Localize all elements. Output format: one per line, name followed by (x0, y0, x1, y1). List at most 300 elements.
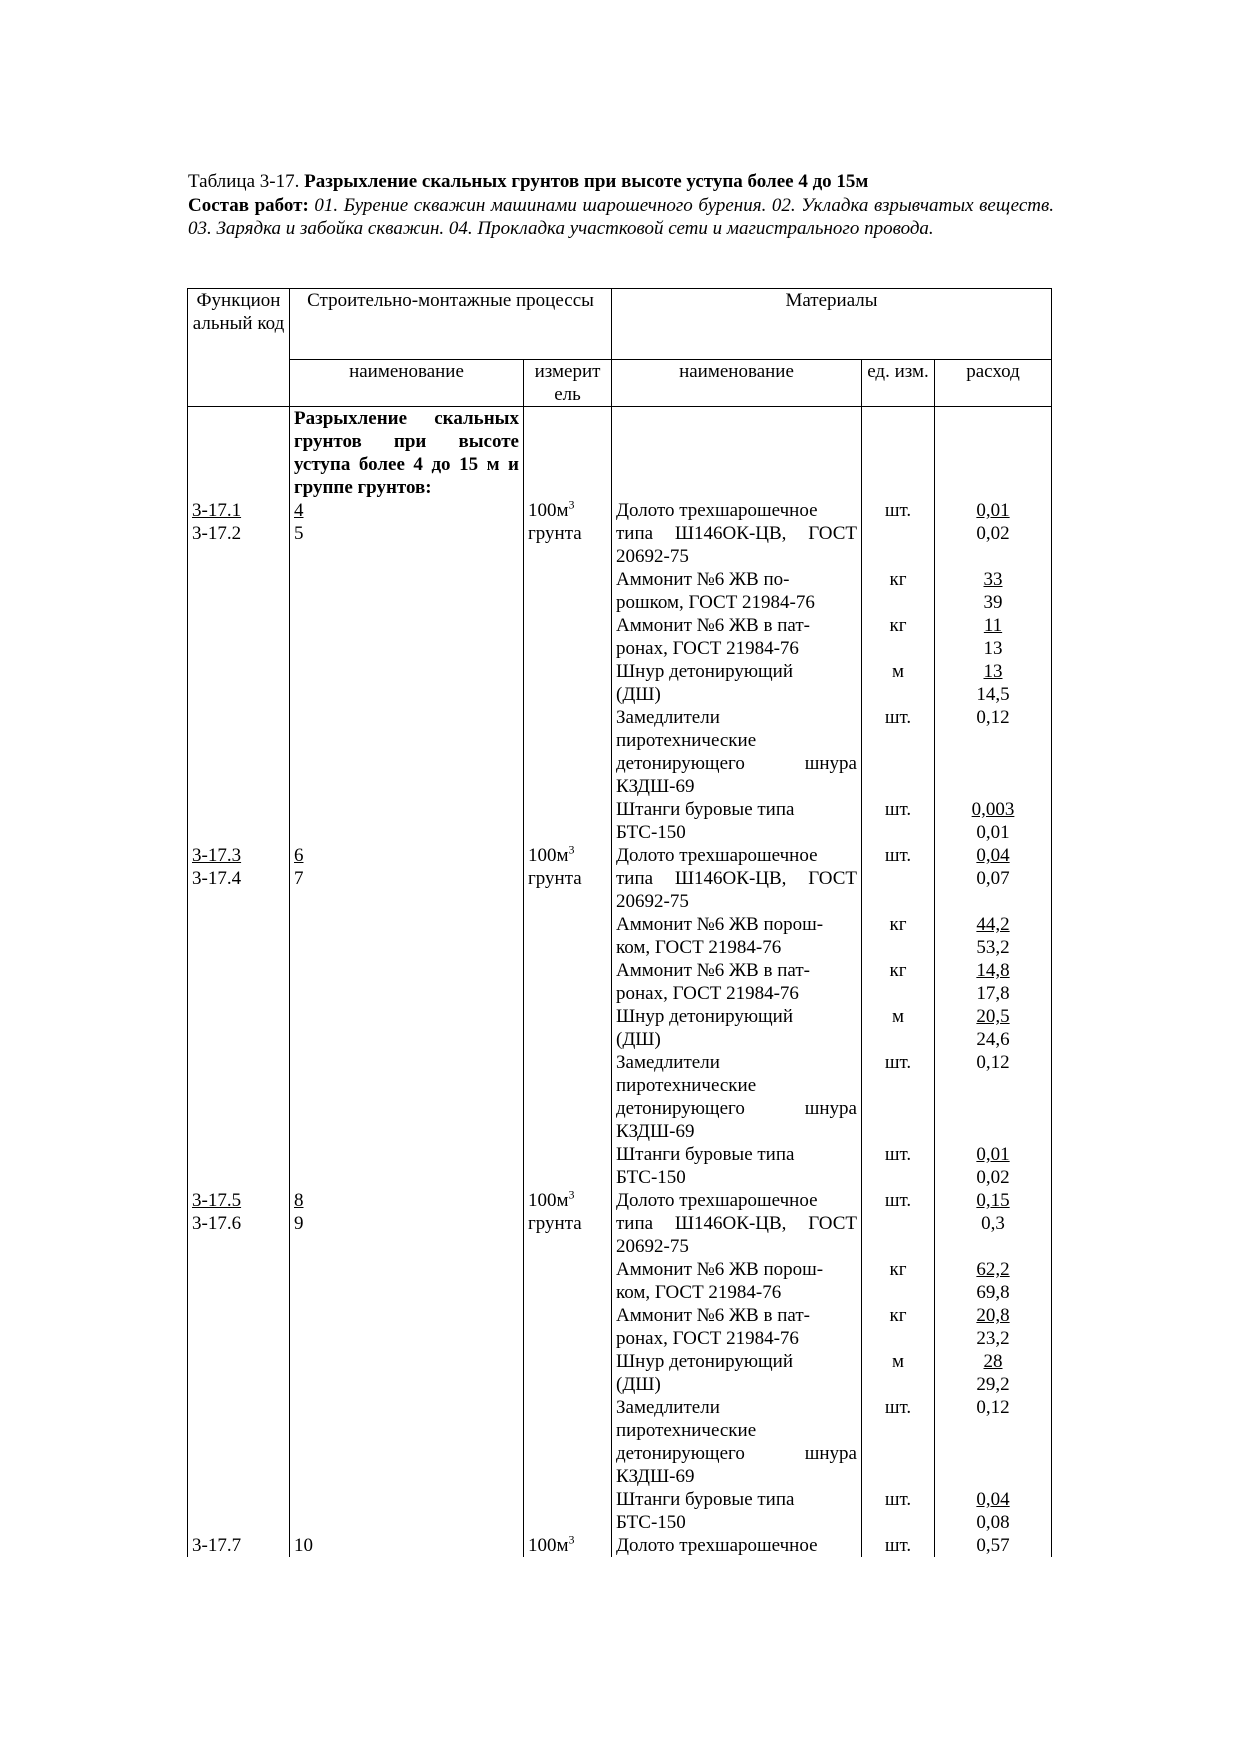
spacer (192, 1235, 285, 1258)
material-name-line: Аммонит №6 ЖВ в пат- (616, 960, 810, 981)
spacer (939, 1442, 1047, 1465)
unit-text: 100м (528, 1535, 569, 1556)
spacer (294, 913, 519, 936)
column-material-name (612, 407, 862, 1558)
material-name-line: 20692-75 (616, 546, 689, 567)
spacer (294, 1005, 519, 1028)
spacer (528, 1396, 607, 1419)
material-name-line: БТС-150 (616, 1167, 686, 1188)
spacer (294, 1488, 519, 1511)
material-unit: кг (889, 1259, 907, 1280)
spacer (528, 568, 607, 591)
spacer (528, 775, 607, 798)
work-composition (188, 194, 1054, 241)
spacer (192, 1465, 285, 1488)
material-name-line: Долото трехшарошечное (616, 1535, 818, 1556)
spacer (939, 1235, 1047, 1258)
spacer (939, 729, 1047, 752)
spacer (294, 1327, 519, 1350)
spacer (294, 1235, 519, 1258)
spacer (192, 798, 285, 821)
spacer (192, 706, 285, 729)
spacer (294, 1097, 519, 1120)
func-code: 3-17.4 (192, 868, 242, 889)
spacer (866, 1074, 930, 1097)
consumption-value: 0,08 (976, 1512, 1010, 1533)
spacer (866, 1373, 930, 1396)
material-name-line: Штанги буровые типа (616, 1144, 795, 1165)
material-name-line: Штанги буровые типа (616, 799, 795, 820)
spacer (528, 1442, 607, 1465)
consumption-value: 0,003 (971, 799, 1015, 820)
material-name-line: Замедлители (616, 707, 720, 728)
spacer (528, 1373, 607, 1396)
spacer (192, 1097, 285, 1120)
spacer (192, 1304, 285, 1327)
spacer (866, 522, 930, 545)
spacer (528, 1419, 607, 1442)
spacer (294, 637, 519, 660)
material-name-line: пиротехнические (616, 1075, 757, 1096)
spacer (616, 407, 857, 499)
consumption-value: 69,8 (976, 1282, 1010, 1303)
spacer (528, 752, 607, 775)
consumption-value: 29,2 (976, 1374, 1010, 1395)
spacer (866, 591, 930, 614)
spacer (939, 545, 1047, 568)
composition-text: 01. Бурение скважин машинами шарошечного бурения. 02. Укладка взрывчатых веществ. 03. Зарядка и забойка скважин. 04. Прокладка участковой сети и магистрального провода. (188, 194, 1054, 239)
process-unit-suffix: грунта (528, 523, 582, 544)
spacer (294, 982, 519, 1005)
consumption-value: 24,6 (976, 1029, 1010, 1050)
spacer (192, 1143, 285, 1166)
consumption-value: 0,02 (976, 523, 1010, 544)
soil-group: 10 (294, 1535, 313, 1556)
spacer (939, 1465, 1047, 1488)
spacer (866, 752, 930, 775)
spacer (294, 1120, 519, 1143)
process-unit (528, 499, 607, 522)
spacer (294, 1373, 519, 1396)
spacer (294, 591, 519, 614)
materials-table (187, 288, 1052, 1557)
material-unit: кг (889, 615, 907, 636)
consumption-value: 44,2 (976, 914, 1010, 935)
material-name-line: ронах, ГОСТ 21984-76 (616, 1328, 799, 1349)
spacer (866, 1327, 930, 1350)
spacer (866, 407, 930, 499)
unit-superscript: 3 (568, 1532, 575, 1547)
column-process-unit (524, 407, 612, 1558)
spacer (192, 637, 285, 660)
spacer (866, 1212, 930, 1235)
material-name-line: Шнур детонирующий (616, 661, 793, 682)
spacer (294, 775, 519, 798)
spacer (939, 1419, 1047, 1442)
spacer (528, 913, 607, 936)
material-name-line: ронах, ГОСТ 21984-76 (616, 983, 799, 1004)
spacer (192, 1419, 285, 1442)
spacer (528, 1051, 607, 1074)
spacer (528, 1281, 607, 1304)
process-unit-suffix: грунта (528, 868, 582, 889)
spacer (294, 729, 519, 752)
spacer (294, 752, 519, 775)
spacer (528, 1005, 607, 1028)
spacer (528, 1166, 607, 1189)
spacer (192, 821, 285, 844)
material-name-line: ком, ГОСТ 21984-76 (616, 1282, 782, 1303)
spacer (528, 959, 607, 982)
spacer (866, 1235, 930, 1258)
material-name-line: детонирующего шнура (616, 1443, 857, 1464)
table-caption (188, 170, 1054, 194)
spacer (192, 407, 285, 499)
material-name-line: Штанги буровые типа (616, 1489, 795, 1510)
material-name-line: пиротехнические (616, 1420, 757, 1441)
spacer (528, 1028, 607, 1051)
spacer (192, 660, 285, 683)
spacer (294, 890, 519, 913)
material-name-line: Долото трехшарошечное (616, 845, 818, 866)
material-name-line: ком, ГОСТ 21984-76 (616, 937, 782, 958)
unit-superscript: 3 (568, 842, 575, 857)
material-name-line: БТС-150 (616, 1512, 686, 1533)
material-name-line: детонирующего шнура (616, 753, 857, 774)
spacer (192, 1511, 285, 1534)
material-unit: кг (889, 1305, 907, 1326)
material-name-line: Долото трехшарошечное (616, 1190, 818, 1211)
spacer (192, 1005, 285, 1028)
material-name-line: ронах, ГОСТ 21984-76 (616, 638, 799, 659)
material-name-line: Аммонит №6 ЖВ по- (616, 569, 790, 590)
material-name-line: Аммонит №6 ЖВ в пат- (616, 615, 810, 636)
spacer (528, 637, 607, 660)
func-code: 3-17.2 (192, 523, 242, 544)
spacer (528, 1143, 607, 1166)
consumption-value: 0,3 (981, 1213, 1005, 1234)
spacer (294, 1074, 519, 1097)
spacer (866, 1281, 930, 1304)
unit-text: 100м (528, 845, 569, 866)
caption-title: Разрыхление скальных грунтов при высоте уступа более 4 до 15м (304, 171, 869, 192)
material-unit: шт. (884, 799, 912, 820)
spacer (528, 1304, 607, 1327)
material-unit: кг (889, 914, 907, 935)
func-code: 3-17.6 (192, 1213, 242, 1234)
header-mat-consumption: расход (935, 360, 1052, 407)
consumption-value: 23,2 (976, 1328, 1010, 1349)
material-name-line: 20692-75 (616, 891, 689, 912)
spacer (294, 1166, 519, 1189)
material-unit: м (891, 661, 905, 682)
spacer (192, 1373, 285, 1396)
spacer (294, 1051, 519, 1074)
spacer (866, 1097, 930, 1120)
spacer (939, 775, 1047, 798)
material-name-line: Аммонит №6 ЖВ порош- (616, 1259, 824, 1280)
spacer (528, 982, 607, 1005)
spacer (528, 1097, 607, 1120)
process-unit-suffix: грунта (528, 1213, 582, 1234)
spacer (939, 407, 1047, 499)
spacer (294, 706, 519, 729)
spacer (192, 1281, 285, 1304)
header-func-code: Функцион альный код (188, 289, 290, 407)
spacer (192, 913, 285, 936)
spacer (192, 982, 285, 1005)
spacer (294, 683, 519, 706)
spacer (294, 660, 519, 683)
spacer (939, 890, 1047, 913)
material-name-line: КЗДШ-69 (616, 1121, 695, 1142)
consumption-value: 33 (983, 569, 1003, 590)
spacer (866, 982, 930, 1005)
document-header (188, 170, 1054, 241)
material-unit: кг (889, 569, 907, 590)
material-name-line: рошком, ГОСТ 21984-76 (616, 592, 815, 613)
spacer (294, 614, 519, 637)
spacer (294, 1511, 519, 1534)
func-code: 3-17.7 (192, 1535, 242, 1556)
spacer (528, 1465, 607, 1488)
unit-superscript: 3 (568, 497, 575, 512)
material-name-line: КЗДШ-69 (616, 1466, 695, 1487)
spacer (192, 775, 285, 798)
consumption-value: 62,2 (976, 1259, 1010, 1280)
material-name-line: пиротехнические (616, 730, 757, 751)
section-title: Разрыхление скальных грунтов при высоте уступа более 4 до 15 м и группе грунтов: (294, 408, 519, 498)
spacer (939, 1120, 1047, 1143)
spacer (528, 1327, 607, 1350)
material-name-line: (ДШ) (616, 684, 661, 705)
spacer (528, 821, 607, 844)
material-name-line: типа Ш146ОК-ЦВ, ГОСТ (616, 523, 857, 544)
material-unit: шт. (884, 1052, 912, 1073)
spacer (528, 407, 607, 499)
spacer (528, 729, 607, 752)
spacer (528, 1120, 607, 1143)
consumption-value: 0,07 (976, 868, 1010, 889)
header-mat-unit: ед. изм. (862, 360, 935, 407)
spacer (939, 752, 1047, 775)
spacer (192, 614, 285, 637)
consumption-value: 0,12 (976, 1052, 1010, 1073)
spacer (528, 1235, 607, 1258)
spacer (528, 614, 607, 637)
spacer (866, 775, 930, 798)
material-unit: шт. (884, 1489, 912, 1510)
material-name-line: БТС-150 (616, 822, 686, 843)
material-name-line: Шнур детонирующий (616, 1351, 793, 1372)
consumption-value: 0,12 (976, 707, 1010, 728)
spacer (294, 936, 519, 959)
spacer (294, 1028, 519, 1051)
spacer (192, 936, 285, 959)
spacer (528, 890, 607, 913)
spacer (866, 1028, 930, 1051)
spacer (866, 936, 930, 959)
material-name-line: КЗДШ-69 (616, 776, 695, 797)
spacer (192, 1028, 285, 1051)
spacer (528, 798, 607, 821)
spacer (528, 1488, 607, 1511)
spacer (294, 821, 519, 844)
consumption-value: 11 (983, 615, 1003, 636)
consumption-value: 0,04 (976, 845, 1010, 866)
spacer (866, 1511, 930, 1534)
spacer (294, 1396, 519, 1419)
soil-group: 9 (294, 1213, 304, 1234)
spacer (528, 706, 607, 729)
spacer (294, 1143, 519, 1166)
material-unit: м (891, 1006, 905, 1027)
spacer (192, 1327, 285, 1350)
spacer (294, 1350, 519, 1373)
header-mat-name: наименование (612, 360, 862, 407)
spacer (192, 729, 285, 752)
soil-group: 8 (294, 1190, 304, 1211)
consumption-value: 0,15 (976, 1190, 1010, 1211)
spacer (866, 821, 930, 844)
unit-superscript: 3 (568, 1187, 575, 1202)
material-unit: м (891, 1351, 905, 1372)
spacer (192, 545, 285, 568)
consumption-value: 13 (983, 661, 1003, 682)
spacer (192, 890, 285, 913)
material-name-line: типа Ш146ОК-ЦВ, ГОСТ (616, 868, 857, 889)
func-code: 3-17.1 (192, 500, 242, 521)
consumption-value: 20,5 (976, 1006, 1010, 1027)
soil-group: 4 (294, 500, 304, 521)
spacer (192, 1350, 285, 1373)
spacer (528, 683, 607, 706)
func-code: 3-17.3 (192, 845, 242, 866)
consumption-value: 17,8 (976, 983, 1010, 1004)
spacer (192, 1396, 285, 1419)
material-name-line: Аммонит №6 ЖВ порош- (616, 914, 824, 935)
header-proc-unit: измерит ель (524, 360, 612, 407)
material-name-line: Замедлители (616, 1397, 720, 1418)
material-unit: шт. (884, 707, 912, 728)
spacer (866, 683, 930, 706)
process-unit (528, 1189, 607, 1212)
material-name-line: (ДШ) (616, 1374, 661, 1395)
soil-group: 6 (294, 845, 304, 866)
material-name-line: типа Ш146ОК-ЦВ, ГОСТ (616, 1213, 857, 1234)
spacer (939, 1074, 1047, 1097)
spacer (866, 1442, 930, 1465)
material-name-line: Долото трехшарошечное (616, 500, 818, 521)
consumption-value: 0,02 (976, 1167, 1010, 1188)
spacer (528, 660, 607, 683)
caption-prefix: Таблица 3-17. (188, 171, 300, 192)
spacer (294, 1419, 519, 1442)
spacer (528, 1258, 607, 1281)
column-consumption (935, 407, 1052, 1558)
material-unit: шт. (884, 1535, 912, 1556)
consumption-value: 20,8 (976, 1305, 1010, 1326)
material-name-line: Шнур детонирующий (616, 1006, 793, 1027)
spacer (192, 1442, 285, 1465)
spacer (866, 1120, 930, 1143)
consumption-value: 28 (983, 1351, 1003, 1372)
consumption-value: 53,2 (976, 937, 1010, 958)
spacer (528, 1350, 607, 1373)
material-name-line: Замедлители (616, 1052, 720, 1073)
material-unit: шт. (884, 1397, 912, 1418)
material-name-line: 20692-75 (616, 1236, 689, 1257)
spacer (866, 637, 930, 660)
spacer (866, 890, 930, 913)
process-unit (528, 844, 607, 867)
spacer (528, 1511, 607, 1534)
material-unit: шт. (884, 1144, 912, 1165)
spacer (294, 1258, 519, 1281)
unit-text: 100м (528, 1190, 569, 1211)
consumption-value: 0,12 (976, 1397, 1010, 1418)
spacer (192, 959, 285, 982)
spacer (294, 1442, 519, 1465)
spacer (192, 591, 285, 614)
process-unit (528, 1534, 607, 1557)
material-unit: шт. (884, 1190, 912, 1211)
header-processes: Строительно-монтажные процессы (290, 289, 612, 360)
spacer (294, 1304, 519, 1327)
func-code: 3-17.5 (192, 1190, 242, 1211)
column-func-code (188, 407, 290, 1558)
consumption-value: 14,5 (976, 684, 1010, 705)
spacer (866, 1166, 930, 1189)
header-proc-name: наименование (290, 360, 524, 407)
spacer (192, 1074, 285, 1097)
spacer (192, 1051, 285, 1074)
consumption-value: 0,04 (976, 1489, 1010, 1510)
spacer (939, 1097, 1047, 1120)
unit-text: 100м (528, 500, 569, 521)
material-name-line: (ДШ) (616, 1029, 661, 1050)
spacer (866, 1465, 930, 1488)
spacer (192, 1120, 285, 1143)
spacer (866, 729, 930, 752)
spacer (294, 568, 519, 591)
spacer (866, 1419, 930, 1442)
consumption-value: 0,57 (976, 1535, 1010, 1556)
material-name-line: Аммонит №6 ЖВ в пат- (616, 1305, 810, 1326)
consumption-value: 14,8 (976, 960, 1010, 981)
column-process-name (290, 407, 524, 1558)
spacer (866, 545, 930, 568)
spacer (294, 545, 519, 568)
spacer (192, 1488, 285, 1511)
consumption-value: 0,01 (976, 500, 1010, 521)
spacer (294, 959, 519, 982)
spacer (192, 568, 285, 591)
material-unit: кг (889, 960, 907, 981)
spacer (528, 1074, 607, 1097)
consumption-value: 39 (983, 592, 1003, 613)
consumption-value: 0,01 (976, 1144, 1010, 1165)
material-name-line: детонирующего шнура (616, 1098, 857, 1119)
spacer (866, 867, 930, 890)
spacer (192, 752, 285, 775)
spacer (192, 1258, 285, 1281)
composition-label: Состав работ: (188, 194, 309, 216)
soil-group: 5 (294, 523, 304, 544)
spacer (528, 591, 607, 614)
consumption-value: 0,01 (976, 822, 1010, 843)
spacer (294, 798, 519, 821)
